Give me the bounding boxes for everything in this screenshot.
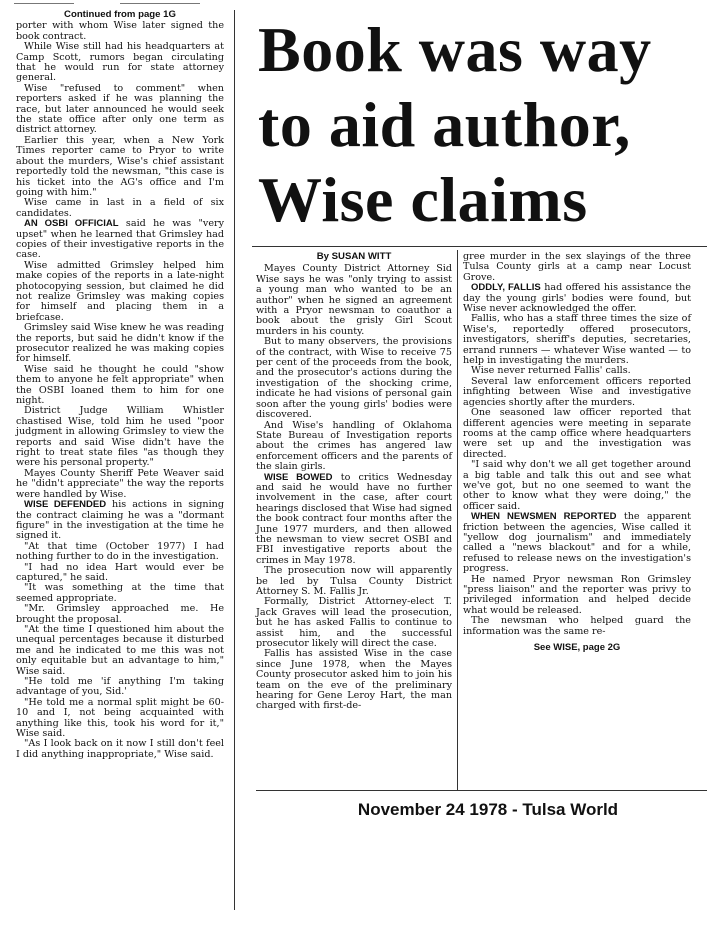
paragraph-text: "At that time (October 1977) I had nothing further to do in the investigation. bbox=[16, 540, 224, 563]
article-paragraph bbox=[16, 563, 224, 584]
paragraph-text: Wise never returned Fallis' calls. bbox=[471, 365, 631, 377]
paragraph-text: The newsman who helped guard the information was the same re- bbox=[463, 615, 691, 637]
headline bbox=[258, 12, 708, 237]
article-paragraph bbox=[463, 283, 691, 314]
paragraph-text: "He told me 'if anything I'm taking advantage of you, Sid.' bbox=[16, 676, 224, 698]
column-1-paragraphs bbox=[16, 21, 224, 760]
article-paragraph bbox=[463, 377, 691, 408]
article-paragraph bbox=[256, 337, 452, 420]
article-paragraph bbox=[16, 136, 224, 198]
article-paragraph bbox=[16, 21, 224, 42]
article-paragraph bbox=[256, 597, 452, 649]
paragraph-text: Mayes County District Attorney Sid Wise says he was "only trying to assist a young man who wanted to be an author" when he signed an agreement with a Pryor newsman to coauthor a book about the grisly Girl Scout murders in his county. bbox=[256, 263, 452, 337]
paragraph-text: "At the time I questioned him about the unequal percentages because it disturbed me and he indicated to me this was not only equitable but an advantage to him," Wise said. bbox=[16, 623, 224, 677]
column-3 bbox=[463, 252, 691, 653]
article-paragraph bbox=[463, 616, 691, 637]
paragraph-text: porter with whom Wise later signed the book contract. bbox=[16, 20, 224, 42]
article-paragraph bbox=[256, 473, 452, 567]
article-paragraph bbox=[256, 421, 452, 473]
headline-rule bbox=[252, 246, 707, 247]
article-paragraph bbox=[16, 583, 224, 604]
article-paragraph bbox=[16, 677, 224, 698]
paragraph-kicker: WISE BOWED bbox=[264, 471, 333, 483]
paragraph-kicker: WISE DEFENDED bbox=[24, 499, 107, 511]
article-paragraph bbox=[16, 365, 224, 407]
paragraph-text: Wise admitted Grimsley helped him make copies of the reports in a late-night photocopying session, but claimed he did not realize Grimsley was making copies for himself and placing them in a briefcase. bbox=[16, 259, 224, 323]
continued-from-label: Continued from page 1G bbox=[64, 9, 176, 20]
jump-line: See WISE, page 2G bbox=[533, 642, 621, 654]
article-paragraph bbox=[463, 460, 691, 512]
article-paragraph bbox=[463, 575, 691, 617]
paragraph-text: his actions in signing the contract claiming he was a "dormant figure" in the investigation at the time he signed it. bbox=[16, 499, 224, 542]
article-paragraph bbox=[16, 469, 224, 500]
article-paragraph bbox=[16, 698, 224, 740]
paragraph-text: Wise "refused to comment" when reporters asked if he was planning the race, but later announced he would seek the state office after only one term as district attorney. bbox=[16, 82, 224, 136]
paragraph-text: Earlier this year, when a New York Times reporter came to Pryor to write about the murders, Wise's chief assistant reportedly told the newsman, "this case is his ticket into the AG's office and I'm going with him." bbox=[16, 134, 224, 198]
paragraph-kicker: AN OSBI OFFICIAL bbox=[24, 218, 119, 230]
top-margin-rule bbox=[14, 3, 74, 4]
paragraph-kicker: ODDLY, FALLIS bbox=[471, 282, 541, 294]
column-3-paragraphs bbox=[463, 252, 691, 637]
paragraph-text: said he was "very upset" when he learned that Grimsley had copies of their investigative reports in the case. bbox=[16, 218, 224, 261]
paragraph-text: One seasoned law officer reported that different agencies were meeting in separate rooms at the camp office where headquarters were set up and the investigation was directed. bbox=[463, 407, 691, 460]
article-paragraph bbox=[463, 314, 691, 366]
article-bottom-rule bbox=[256, 790, 707, 791]
article-paragraph bbox=[463, 252, 691, 283]
paragraph-text: the apparent friction between the agencies, Wise called it "yellow dog journalism" and immediately called a "news blackout" and for a while, refused to release news on the investigation's progress. bbox=[463, 511, 691, 575]
article-paragraph bbox=[16, 604, 224, 625]
paragraph-text: "I said why don't we all get together around a big table and talk this out and see what we've got, but no one seemed to want the other to know what they were doing," the officer said. bbox=[463, 459, 691, 512]
paragraph-text: Wise said he thought he could "show them to anyone he felt appropriate" when the OSBI loaned them to him for one night. bbox=[16, 363, 224, 407]
paragraph-text: Fallis, who has a staff three times the size of Wise's, reportedly offered prosecutors, investigators, sheriff's deputies, secretaries, errand runners — whatever Wise wanted — to help in investigating the murders. bbox=[463, 313, 691, 367]
article-paragraph bbox=[463, 512, 691, 574]
article-paragraph bbox=[16, 198, 224, 219]
date-source-caption: November 24 1978 - Tulsa World bbox=[357, 800, 619, 819]
paragraph-text: And Wise's handling of Oklahoma State Bureau of Investigation reports about the crimes has angered law enforcement officers and the parents of the slain girls. bbox=[256, 419, 452, 473]
headline-line-3: Wise claims bbox=[258, 164, 588, 235]
paragraph-text: to critics Wednesday and said he would have no further involvement in the case, after court hearings disclosed that Wise had signed the book contract four months after the June 1977 murders, and then allowed the newsman to view secret OSBI and FBI investigative reports about the crimes in May 1978. bbox=[256, 471, 452, 566]
article-paragraph bbox=[16, 739, 224, 760]
top-margin-rule bbox=[120, 3, 200, 4]
paragraph-text: "He told me a normal split might be 60-10 and I, not being acquainted with anything like this, took his word for it," Wise said. bbox=[16, 696, 224, 740]
paragraph-text: He named Pryor newsman Ron Grimsley "press liaison" and the reporter was privy to privileged information and helped decide what would be released. bbox=[463, 573, 691, 616]
headline-line-2: to aid author, bbox=[258, 89, 631, 160]
paragraph-text: Mayes County Sheriff Pete Weaver said he "didn't appreciate" the way the reports were handled by Wise. bbox=[16, 467, 224, 500]
article-paragraph bbox=[463, 408, 691, 460]
column-2 bbox=[256, 252, 452, 712]
headline-line-1: Book was way bbox=[258, 14, 652, 85]
paragraph-text: had offered his assistance the day the young girls' bodies were found, but Wise never acknowledged the offer. bbox=[463, 282, 691, 315]
paragraph-text: The prosecution now will apparently be led by Tulsa County District Attorney S. M. Fallis Jr. bbox=[256, 565, 452, 597]
article-paragraph bbox=[256, 649, 452, 711]
paragraph-text: Formally, District Attorney-elect T. Jack Graves will lead the prosecution, but he has asked Fallis to continue to assist him, and the successful prosecutor likely will direct the case. bbox=[256, 596, 452, 650]
article-paragraph bbox=[16, 261, 224, 323]
paragraph-text: Several law enforcement officers reported infighting between Wise and investigative agencies shortly after the murders. bbox=[463, 375, 691, 408]
paragraph-text: Fallis has assisted Wise in the case since June 1978, when the Mayes County prosecutor asked him to join his team on the eve of the preliminary hearing for Gene Leroy Hart, the man charged with first-de- bbox=[256, 648, 452, 712]
column-divider bbox=[234, 10, 235, 910]
article-paragraph bbox=[256, 566, 452, 597]
paragraph-text: Wise came in last in a field of six candidates. bbox=[16, 197, 224, 219]
article-paragraph bbox=[16, 42, 224, 84]
byline: By SUSAN WITT bbox=[316, 251, 392, 262]
article-paragraph bbox=[16, 542, 224, 563]
paragraph-text: Grimsley said Wise knew he was reading the reports, but said he didn't know if the prosecutor realized he was making copies for himself. bbox=[16, 322, 224, 365]
paragraph-text: While Wise still had his headquarters at Camp Scott, rumors began circulating that he would run for state attorney general. bbox=[16, 41, 224, 84]
paragraph-text: "As I look back on it now I still don't feel I did anything inappropriate," Wise said. bbox=[16, 738, 224, 760]
paragraph-text: gree murder in the sex slayings of the three Tulsa County girls at a camp near Locust Grove. bbox=[463, 251, 691, 283]
paragraph-text: "Mr. Grimsley approached me. He brought the proposal. bbox=[16, 603, 224, 625]
column-1 bbox=[16, 10, 224, 760]
column-2-paragraphs bbox=[256, 264, 452, 711]
paragraph-text: But to many observers, the provisions of the contract, with Wise to receive 75 per cent of the proceeds from the book, and the prosecutor's actions during the investigation of the shocking crime, indicate he had visions of personal gain soon after the young girls' bodies were discovered. bbox=[256, 336, 452, 421]
article-paragraph bbox=[16, 500, 224, 542]
article-paragraph bbox=[16, 323, 224, 365]
paragraph-text: "It was something at the time that seemed appropriate. bbox=[16, 582, 224, 604]
paragraph-text: District Judge William Whistler chastised Wise, told him he used "poor judgment in allowing Grimsley to view the reports and said Wise didn't have the right to treat state files "as though they were his personal property." bbox=[16, 405, 224, 469]
article-paragraph bbox=[16, 406, 224, 468]
article-paragraph bbox=[16, 219, 224, 261]
paragraph-kicker: WHEN NEWSMEN REPORTED bbox=[471, 511, 617, 523]
column-divider bbox=[457, 250, 458, 790]
paragraph-text: "I had no idea Hart would ever be captured," he said. bbox=[16, 561, 224, 583]
article-paragraph bbox=[256, 264, 452, 337]
article-paragraph bbox=[16, 625, 224, 677]
article-paragraph bbox=[16, 84, 224, 136]
